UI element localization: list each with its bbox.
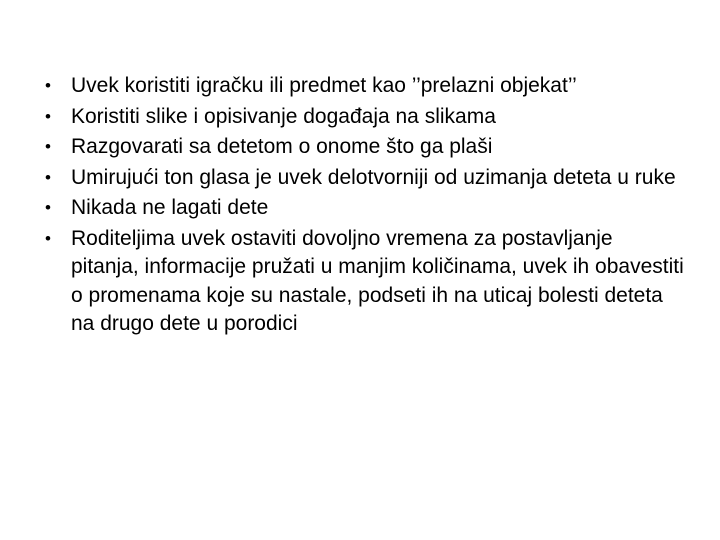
bullet-dot: • bbox=[45, 198, 51, 217]
bullet-text: Koristiti slike i opisivanje događaja na slikama bbox=[71, 104, 496, 128]
bullet-item bbox=[44, 164, 684, 193]
bullet-dot: • bbox=[45, 228, 51, 248]
bullet-text: Nikada ne lagati dete bbox=[71, 196, 269, 219]
bullet-dot: • bbox=[45, 137, 51, 156]
bullet-dot: • bbox=[45, 106, 51, 126]
bullet-dot: • bbox=[45, 167, 51, 187]
bullet-text: Uvek koristiti igračku ili predmet kao ’’prelazni objekat’’ bbox=[71, 74, 577, 97]
bullet-item bbox=[44, 72, 684, 101]
bullet-text: Umirujući ton glasa je uvek delotvorniji od uzimanja deteta u ruke bbox=[71, 165, 676, 189]
bullet-dot: • bbox=[45, 76, 51, 95]
bullet-item bbox=[44, 194, 684, 223]
bullet-list bbox=[44, 72, 684, 341]
bullet-text: Razgovarati sa detetom o onome što ga plaši bbox=[71, 135, 493, 158]
bullet-item bbox=[44, 103, 684, 132]
bullet-item bbox=[44, 225, 684, 339]
bullet-item bbox=[44, 133, 684, 162]
bullet-text: Roditeljima uvek ostaviti dovoljno vremena za postavljanje pitanja, informacije pružati u manjim količinama, uvek ih obavestiti o promenama koje su nastale, podseti ih na uticaj bolesti deteta na drugo dete u porodici bbox=[71, 226, 684, 335]
